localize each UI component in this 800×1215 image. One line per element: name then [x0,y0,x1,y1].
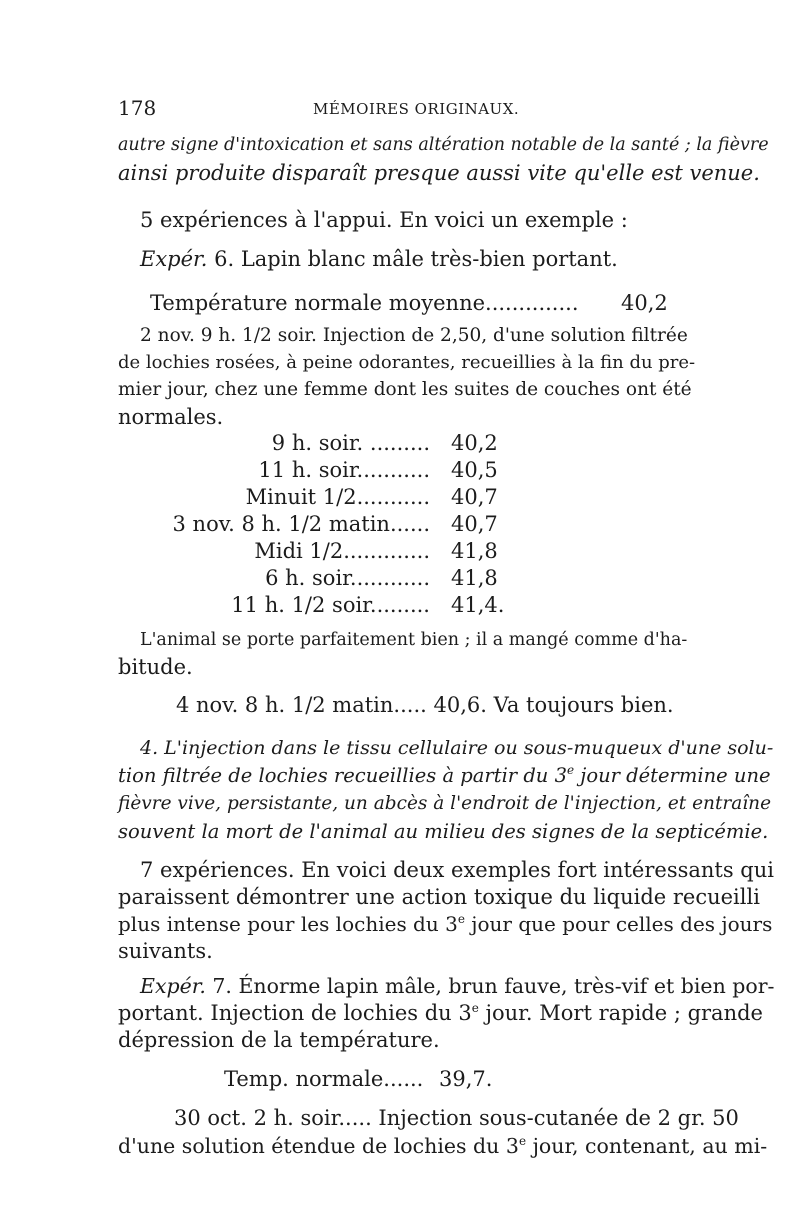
paragraph-1-line-2: ainsi produite disparaît presque aussi vite qu'elle est venue. [118,161,760,185]
table-time: 3 nov. 8 h. 1/2 matin...... [172,512,430,536]
running-title: MÉMOIRES ORIGINAUX. [313,100,520,118]
paragraph-7-line-3-b: jour que pour celles des jours [464,912,773,936]
experiment-7-text: 7. Énorme lapin mâle, brun fauve, très-vif et bien por- [205,974,775,998]
paragraph-9-line-2-b: jour, contenant, au mi- [526,1134,768,1158]
temp-normale-label: Temp. normale...... [224,1067,424,1091]
paragraph-9-line-2 [118,1133,767,1159]
paragraph-4-line-2: bitude. [118,655,193,679]
table-value: 41,8 [451,539,498,563]
paragraph-6-line-2-a: tion filtrée de lochies recueillies à partir du 3 [118,764,567,787]
paragraph-8-line-3: dépression de la température. [118,1028,440,1052]
paragraph-5: 4 nov. 8 h. 1/2 matin..... 40,6. Va toujours bien. [176,693,674,717]
paragraph-7-line-3 [118,911,772,937]
paragraph-4-line-1: L'animal se porte parfaitement bien ; il a mangé comme d'ha- [140,630,688,650]
paragraph-7-line-2: paraissent démontrer une action toxique du liquide recueilli [118,885,760,909]
table-time: 6 h. soir............ [265,566,430,590]
paragraph-6-line-1: 4. L'injection dans le tissu cellulaire ou sous-muqueux d'une solu- [140,737,774,759]
experiment-7-label: Expér. [140,974,206,998]
temp-normale-value: 39,7. [439,1067,493,1091]
paragraph-3-line-1: 2 nov. 9 h. 1/2 soir. Injection de 2,50, d'une solution filtrée [140,325,688,346]
table-value: 40,2 [451,431,498,455]
paragraph-3-line-4: normales. [118,405,224,429]
table-time: 11 h. 1/2 soir......... [231,593,430,617]
table-value: 41,8 [451,566,498,590]
paragraph-9-line-1: 30 oct. 2 h. soir..... Injection sous-cutanée de 2 gr. 50 [174,1106,739,1130]
paragraph-2: 5 expériences à l'appui. En voici un exemple : [140,208,628,232]
superscript: e [457,912,465,926]
paragraph-6-line-3: fièvre vive, persistante, un abcès à l'endroit de l'injection, et entraîne [118,793,772,814]
paragraph-8-line-2 [118,1000,763,1026]
experiment-7-heading [140,973,774,999]
temp-normal-value: 40,2 [621,291,668,315]
paragraph-8-line-2-a: portant. Injection de lochies du 3 [118,1001,472,1025]
superscript: e [566,763,575,777]
paragraph-6-line-2-b: jour détermine une [574,764,771,787]
paragraph-3-line-3: mier jour, chez une femme dont les suites de couches ont été [118,379,692,400]
paragraph-7-line-1: 7 expériences. En voici deux exemples fort intéressants qui [140,858,774,882]
paragraph-6-line-4: souvent la mort de l'animal au milieu des signes de la septicémie. [118,820,769,843]
table-time: 9 h. soir. ......... [271,431,430,455]
paragraph-7-line-3-a: plus intense pour les lochies du 3 [118,912,458,936]
paragraph-9-line-2-a: d'une solution étendue de lochies du 3 [118,1134,519,1158]
paragraph-1-line-1: autre signe d'intoxication et sans altération notable de la santé ; la fièvre [118,135,769,155]
experiment-6-text: 6. Lapin blanc mâle très-bien portant. [207,247,618,271]
paragraph-8-line-2-b: jour. Mort rapide ; grande [478,1001,763,1025]
temp-normal-label: Température normale moyenne.............. [150,291,579,315]
table-time: Midi 1/2............. [254,539,430,563]
page-number: 178 [118,96,157,120]
paragraph-3-line-2: de lochies rosées, à peine odorantes, recueillies à la fin du pre- [118,352,696,373]
table-time: 11 h. soir........... [258,458,430,482]
table-value: 40,5 [451,458,498,482]
superscript: e [471,1001,479,1015]
table-time: Minuit 1/2........... [245,485,430,509]
paragraph-7-line-4: suivants. [118,939,213,963]
experiment-6-label: Expér. [140,247,208,271]
table-value: 40,7 [451,512,498,536]
paragraph-6-line-2 [118,763,771,789]
experiment-6-heading [140,246,618,272]
table-value: 40,7 [451,485,498,509]
table-value: 41,4. [451,593,505,617]
superscript: e [518,1134,527,1148]
